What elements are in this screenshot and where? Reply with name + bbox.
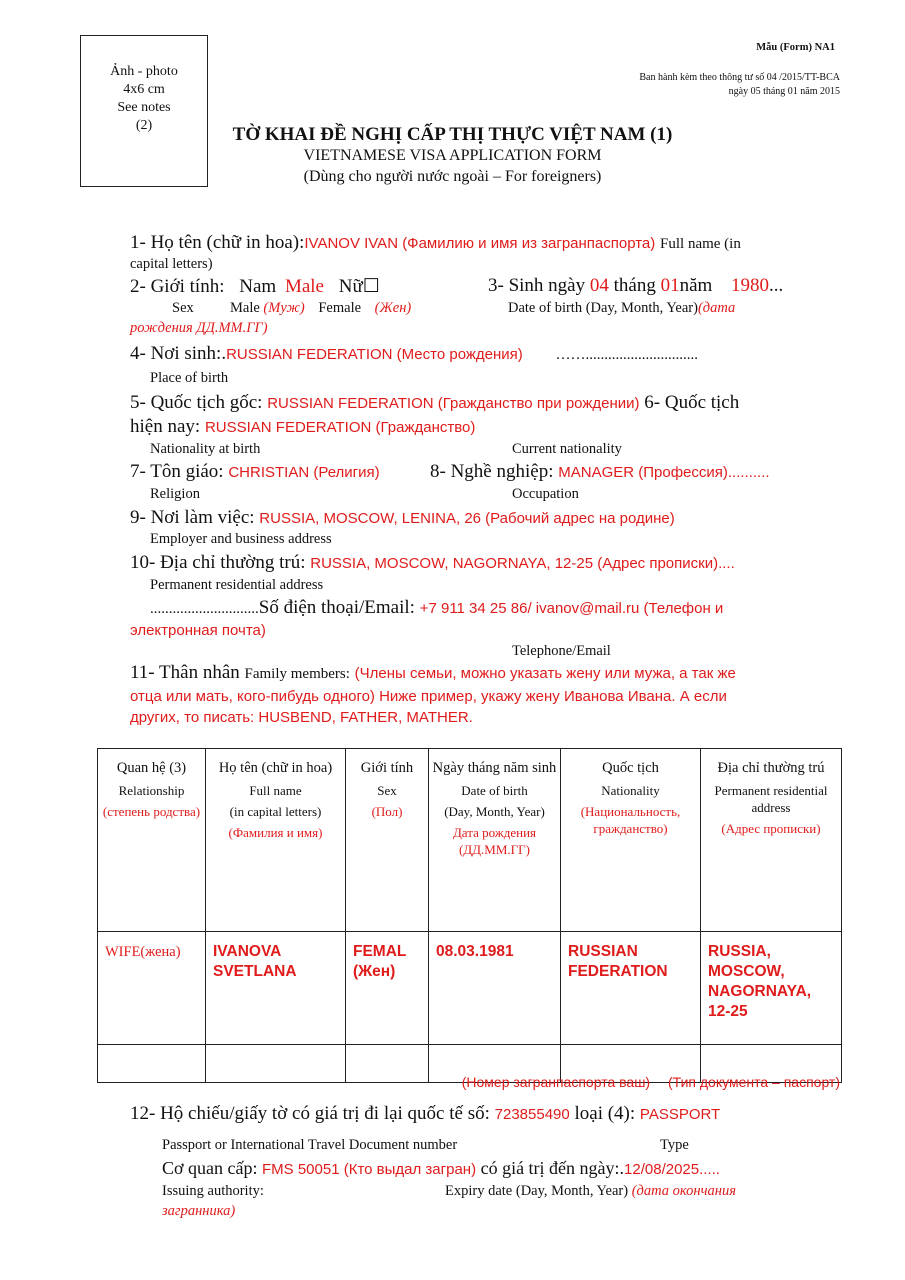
empty-cell[interactable] xyxy=(206,1045,346,1083)
q6-label-a: 6- Quốc tịch xyxy=(644,392,740,413)
col-address-ru: (Адрес прописки) xyxy=(721,821,821,836)
q2-female-en: Female xyxy=(318,300,362,316)
q6-en: Current nationality xyxy=(512,441,622,457)
q3-thang: tháng xyxy=(613,275,656,296)
q2-female-ru: (Жен) xyxy=(374,300,412,316)
col-sex-vn: Giới tính xyxy=(360,760,414,776)
col-header-address xyxy=(701,749,842,932)
q11-note-c: других, то писать: HUSBEND, FATHER, MATHER. xyxy=(130,709,473,726)
q3-year[interactable]: 1980 xyxy=(731,275,770,296)
form-code: Mẫu (Form) NA1 xyxy=(756,42,835,53)
q4-value[interactable]: RUSSIAN FEDERATION (Место рождения) xyxy=(226,346,523,363)
q3-en: Date of birth (Day, Month, Year) xyxy=(508,300,698,316)
q2-label: 2- Giới tính: xyxy=(130,276,225,297)
col-address-en: Permanent residential address xyxy=(714,783,828,815)
q12-issuer-row xyxy=(162,1158,720,1179)
q11-note-b: отца или мать, кого-пибудь одного) Ниже пример, укажу жену Иванова Ивана. А если xyxy=(130,688,727,705)
col-relationship-vn: Quan hệ (3) xyxy=(116,760,187,776)
q8-en: Occupation xyxy=(512,486,579,502)
col-relationship-en: Relationship xyxy=(118,783,185,798)
q2-male-en: Male xyxy=(230,300,260,316)
q9-row xyxy=(130,507,675,529)
q10-phone-en: Telephone/Email xyxy=(512,643,611,659)
form-title-en: VIETNAMESE VISA APPLICATION FORM xyxy=(303,147,602,164)
q11-label: 11- Thân nhân xyxy=(130,662,240,683)
q11-en: Family members: xyxy=(244,666,350,682)
col-sex-en: Sex xyxy=(377,783,397,798)
q10-phone-value[interactable]: +7 911 34 25 86/ ivanov@mail.ru (Телефон и xyxy=(419,600,724,617)
q1-row xyxy=(130,232,741,254)
table-row xyxy=(98,932,842,1045)
q10-phone-value-cont: электронная почта) xyxy=(130,622,266,639)
q2-male-en-row xyxy=(230,300,411,317)
col-sex-ru: (Пол) xyxy=(371,804,403,819)
col-nationality-vn: Quốc tịch xyxy=(602,760,659,776)
q10-phone-row xyxy=(150,597,723,619)
q9-value[interactable]: RUSSIA, MOSCOW, LENINA, 26 (Рабочий адрес на родине) xyxy=(259,510,675,527)
q12-issuer[interactable]: FMS 50051 (Кто выдал загран) xyxy=(262,1161,477,1178)
col-header-relationship xyxy=(98,749,206,932)
q2-sex-en: Sex xyxy=(172,300,194,316)
q3-en-row xyxy=(508,300,735,317)
q11-row xyxy=(130,662,736,684)
q10-phone-label: Số điện thoại/Email: xyxy=(258,597,415,618)
q3-nam: năm xyxy=(679,275,713,296)
col-relationship-ru: (степень родства) xyxy=(102,804,201,819)
q12-issuer-en: Issuing authority: xyxy=(162,1183,264,1199)
cell-nationality[interactable]: RUSSIAN FEDERATION xyxy=(561,932,701,1045)
q10-value[interactable]: RUSSIA, MOSCOW, NAGORNAYA, 12-25 (Адрес прописки).... xyxy=(310,555,735,572)
q8-label: 8- Nghề nghiệp: xyxy=(430,461,554,482)
q2-male-value[interactable]: Male xyxy=(284,276,324,297)
q11-note-a: (Члены семьи, можно указать жену или мужа, а так же xyxy=(354,665,736,682)
note-document-type: (Тип документа – паспорт) xyxy=(667,1074,840,1090)
q12-type[interactable]: PASSPORT xyxy=(639,1106,721,1123)
form-title-note: (Dùng cho người nước ngoài – For foreigners) xyxy=(303,168,602,185)
q9-en: Employer and business address xyxy=(150,531,332,547)
q12-expiry-en: Expiry date (Day, Month, Year) xyxy=(445,1183,629,1199)
col-dob-en: Date of birth xyxy=(461,783,528,798)
q12-type-en: Type xyxy=(660,1137,689,1153)
col-dob-ru: Дата рождения (ДД.ММ.ГГ) xyxy=(452,825,537,857)
q10-dots: ............................. xyxy=(150,601,259,617)
q1-en: Full name (in xyxy=(660,236,741,252)
q1-label: 1- Họ tên (chữ in hoa): xyxy=(130,232,305,253)
q12-row xyxy=(130,1103,720,1125)
q5-value[interactable]: RUSSIAN FEDERATION (Гражданство при рождении) xyxy=(267,395,640,412)
q10-label: 10- Địa chỉ thường trú: xyxy=(130,552,306,573)
q2-male-ru: (Муж) xyxy=(263,300,305,316)
q10-row xyxy=(130,552,735,574)
form-title-vn: TỜ KHAI ĐỀ NGHỊ CẤP THỊ THỰC VIỆT NAM (1) xyxy=(232,124,673,145)
notes-after-table xyxy=(462,1074,840,1090)
photo-notes-number: (2) xyxy=(135,118,153,133)
empty-cell[interactable] xyxy=(98,1045,206,1083)
q1-value[interactable]: IVANOV IVAN (Фамилию и имя из загранпаспорта) xyxy=(304,235,656,252)
q5-en: Nationality at birth xyxy=(150,441,261,457)
q7-label: 7- Tôn giáo: xyxy=(130,461,224,482)
q2-row xyxy=(130,275,380,298)
col-nationality-en: Nationality xyxy=(601,783,660,798)
q3-day[interactable]: 04 xyxy=(589,275,609,296)
q6-row xyxy=(130,416,475,438)
q6-value[interactable]: RUSSIAN FEDERATION (Гражданство) xyxy=(204,419,476,436)
q2-female-checkbox[interactable]: ☐ xyxy=(362,276,380,297)
q4-label: 4- Nơi sinh:. xyxy=(130,343,227,364)
col-name-ru: (Фамилия и имя) xyxy=(228,825,323,840)
q3-row xyxy=(488,275,783,297)
family-members-table xyxy=(97,748,842,1083)
empty-cell[interactable] xyxy=(346,1045,429,1083)
q2-nu: Nữ xyxy=(338,276,363,297)
q4-row xyxy=(130,343,698,365)
q12-number[interactable]: 723855490 xyxy=(494,1106,570,1123)
q8-row xyxy=(430,461,770,483)
cell-dob[interactable]: 08.03.1981 xyxy=(429,932,561,1045)
q3-ru-a: (дата xyxy=(697,300,736,316)
issued-note-line1: Ban hành kèm theo thông tư số 04 /2015/TT-BCA xyxy=(639,72,840,83)
q12-expiry-ru-a: (дата окончания xyxy=(631,1183,736,1199)
note-passport-number: (Номер загранпаспорта ваш) xyxy=(461,1074,651,1090)
q3-label: 3- Sinh ngày xyxy=(488,275,586,296)
col-header-nationality xyxy=(561,749,701,932)
q7-row xyxy=(130,461,380,483)
col-header-dob xyxy=(429,749,561,932)
q4-dots: …….............................. xyxy=(555,347,699,363)
q7-en: Religion xyxy=(150,486,200,502)
col-dob-vn: Ngày tháng năm sinh xyxy=(432,760,557,776)
q3-month[interactable]: 01 xyxy=(660,275,680,296)
q12-expiry-en-row xyxy=(445,1183,736,1200)
q3-ru-b: рождения ДД.ММ.ГГ) xyxy=(130,320,268,336)
cell-address[interactable]: RUSSIA, MOSCOW, NAGORNAYA, 12-25 xyxy=(701,932,842,1045)
q12-expiry[interactable]: 12/08/2025..... xyxy=(624,1161,720,1178)
q4-en: Place of birth xyxy=(150,370,229,386)
cell-sex[interactable]: FEMAL (Жен) xyxy=(346,932,429,1045)
q1-en-cont: capital letters) xyxy=(130,256,213,272)
q12-expiry-label: có giá trị đến ngày:. xyxy=(480,1158,625,1178)
cell-relationship[interactable]: WIFE(жена) xyxy=(98,932,206,1045)
col-nationality-ru: (Национальность, гражданство) xyxy=(580,804,681,836)
q12-expiry-ru-b: загранника) xyxy=(162,1203,236,1219)
issued-note-line2: ngày 05 tháng 01 năm 2015 xyxy=(728,86,840,97)
photo-label: Ảnh - photo xyxy=(110,64,178,79)
q12-en: Passport or International Travel Document number xyxy=(162,1137,458,1153)
q7-value[interactable]: CHRISTIAN (Религия) xyxy=(228,464,380,481)
q9-label: 9- Nơi làm việc: xyxy=(130,507,255,528)
q2-nam: Nam xyxy=(239,276,277,297)
col-dob-en2: (Day, Month, Year) xyxy=(444,804,545,819)
cell-name[interactable]: IVANOVA SVETLANA xyxy=(206,932,346,1045)
q12-label: 12- Hộ chiếu/giấy tờ có giá trị đi lại quốc tế số: xyxy=(130,1103,490,1124)
q10-en: Permanent residential address xyxy=(150,577,324,593)
q5-row xyxy=(130,392,739,414)
col-name-en2: (in capital letters) xyxy=(229,804,322,819)
family-table-header-row xyxy=(98,749,842,932)
q6-label-b: hiện nay: xyxy=(130,416,201,437)
col-name-en: Full name xyxy=(249,783,302,798)
photo-size: 4x6 cm xyxy=(123,82,165,97)
q8-value[interactable]: MANAGER (Профессия).......... xyxy=(558,464,770,481)
col-header-name xyxy=(206,749,346,932)
q5-label: 5- Quốc tịch gốc: xyxy=(130,392,263,413)
q12-issuer-label: Cơ quan cấp: xyxy=(162,1158,258,1178)
photo-notes: See notes xyxy=(117,100,171,115)
q3-tail: ... xyxy=(769,275,784,296)
col-header-sex xyxy=(346,749,429,932)
q12-loai: loại (4): xyxy=(574,1103,636,1124)
col-address-vn: Địa chỉ thường trú xyxy=(717,760,825,776)
col-name-vn: Họ tên (chữ in hoa) xyxy=(218,760,333,776)
